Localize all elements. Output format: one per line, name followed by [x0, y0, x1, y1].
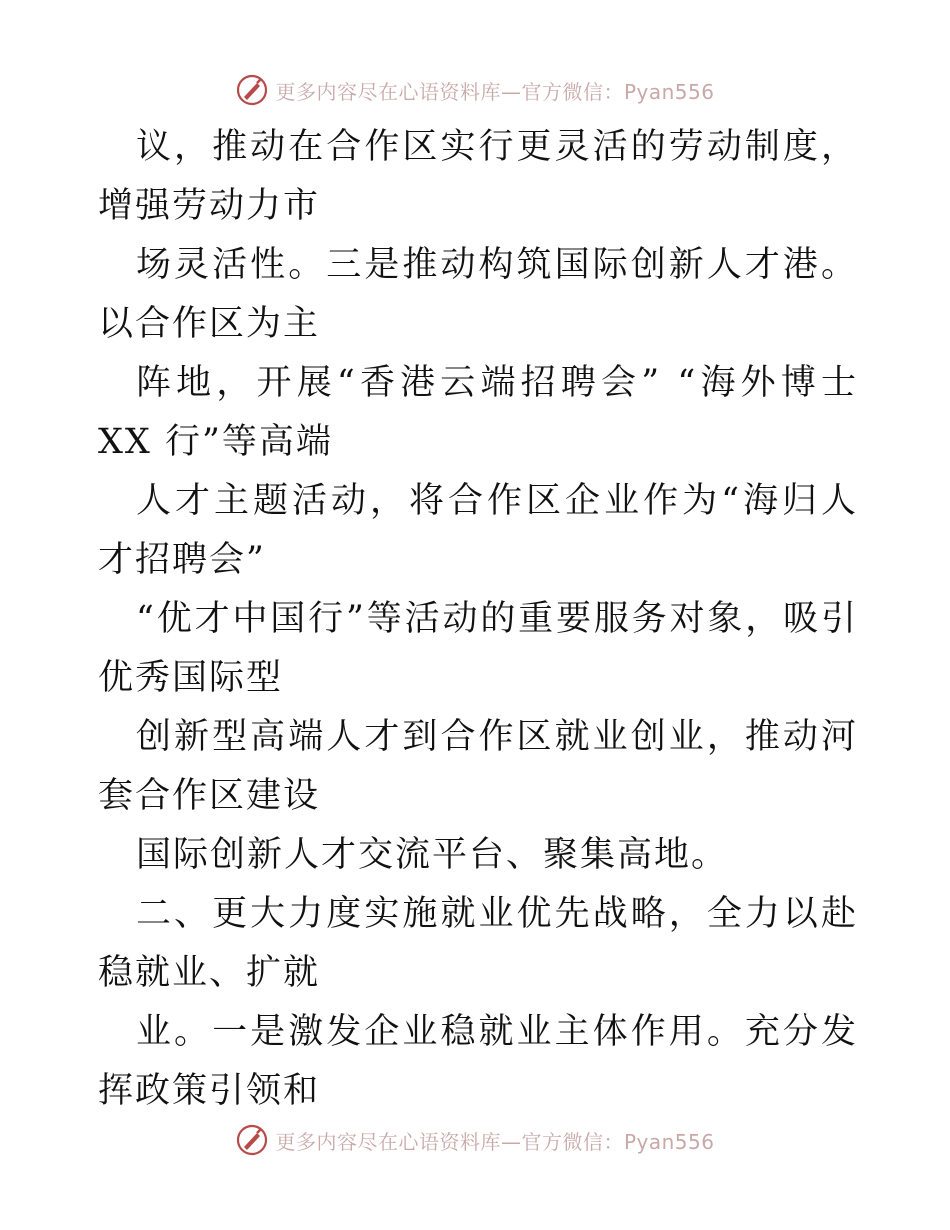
paragraph: 国际创新人才交流平台、聚集高地。	[136, 835, 729, 875]
paragraph: 议，推动在合作区实行更灵活的劳动制度，增强劳动力市	[98, 127, 858, 226]
paragraph: 阵地，开展“香港云端招聘会” “海外博士 XX 行”等高端	[98, 363, 858, 462]
header-watermark-text: 更多内容尽在心语资料库—官方微信：Pyan556	[275, 79, 715, 104]
paragraph: “优才中国行”等活动的重要服务对象，吸引优秀国际型	[98, 599, 858, 698]
footer-watermark	[0, 1120, 950, 1160]
pen-logo-icon	[235, 1123, 269, 1157]
paragraph: 二、更大力度实施就业优先战略，全力以赴稳就业、扩就	[98, 894, 858, 993]
pen-logo-icon	[235, 73, 269, 107]
paragraph: 人才主题活动，将合作区企业作为“海归人才招聘会”	[98, 481, 858, 580]
paragraph: 场灵活性。三是推动构筑国际创新人才港。以合作区为主	[98, 245, 858, 344]
paragraph: 业。一是激发企业稳就业主体作用。充分发挥政策引领和	[98, 1012, 858, 1111]
header-watermark	[0, 70, 950, 110]
document-body	[98, 118, 858, 1121]
paragraph: 创新型高端人才到合作区就业创业，推动河套合作区建设	[98, 717, 858, 816]
footer-watermark-text: 更多内容尽在心语资料库—官方微信：Pyan556	[275, 1129, 715, 1154]
